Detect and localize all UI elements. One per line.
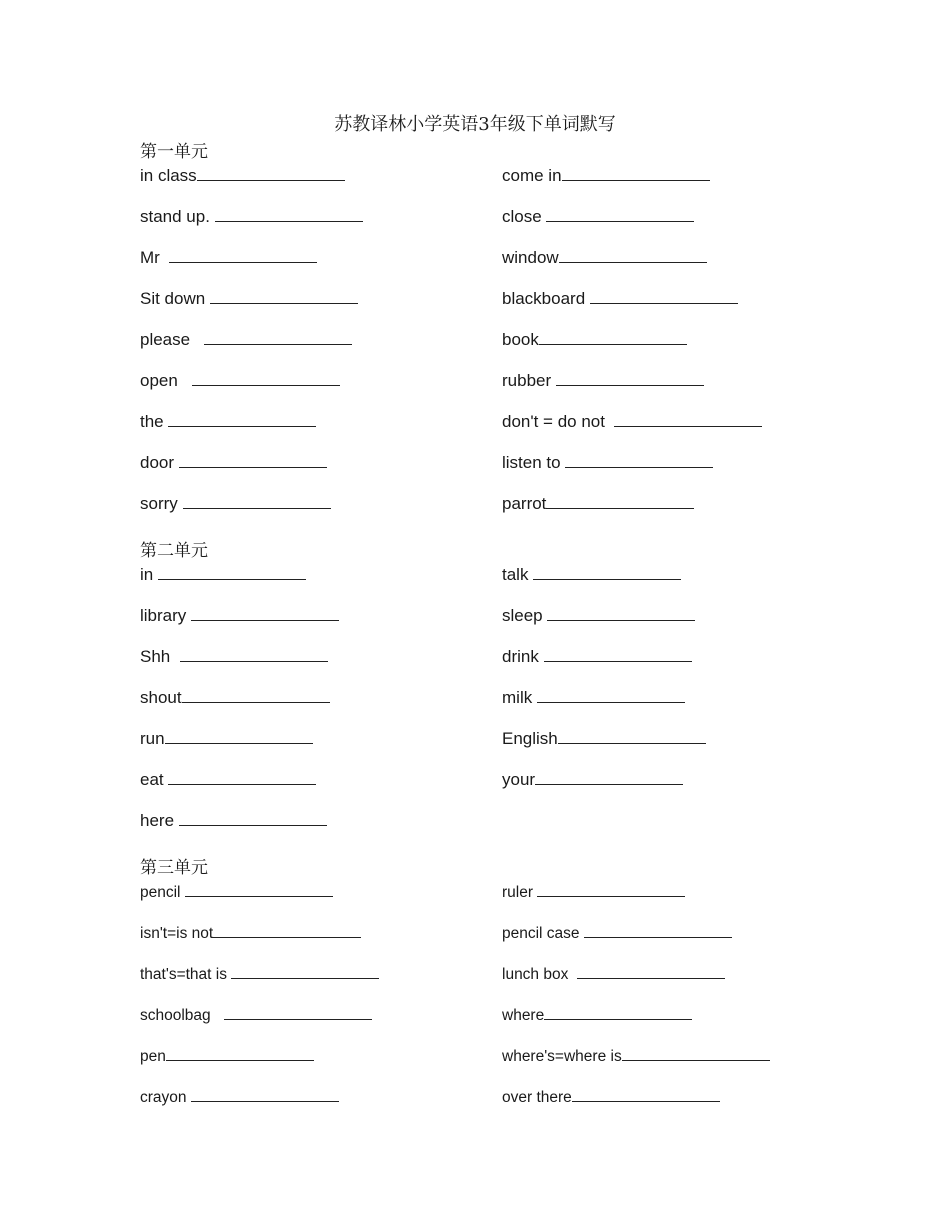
answer-blank[interactable] <box>183 493 331 509</box>
answer-blank[interactable] <box>559 247 707 263</box>
unit-1-left-item-5: open <box>140 370 340 391</box>
answer-blank[interactable] <box>165 728 313 744</box>
answer-blank[interactable] <box>224 1007 372 1020</box>
unit-3-left-item-5: crayon <box>140 1089 339 1107</box>
answer-blank[interactable] <box>179 810 327 826</box>
unit-1-left-item-1: stand up. <box>140 206 363 227</box>
unit-3-left-item-0: pencil <box>140 884 333 902</box>
unit-3-left-item-4: pen <box>140 1048 314 1066</box>
answer-blank[interactable] <box>179 452 327 468</box>
unit-2-right-item-2: drink <box>502 646 692 667</box>
unit-2-right-item-3: milk <box>502 687 685 708</box>
unit-2-left-item-0: in <box>140 564 306 585</box>
unit-1-left-item-0: in class <box>140 165 345 186</box>
page-title: 苏教译林小学英语3年级下单词默写 <box>334 114 616 135</box>
answer-blank[interactable] <box>168 769 316 785</box>
answer-blank[interactable] <box>547 605 695 621</box>
answer-blank[interactable] <box>213 925 361 938</box>
answer-blank[interactable] <box>231 966 379 979</box>
answer-blank[interactable] <box>546 206 694 222</box>
unit-2-heading: 第二单元 <box>140 541 208 561</box>
unit-2-right-item-1: sleep <box>502 605 695 626</box>
answer-blank[interactable] <box>584 925 732 938</box>
unit-1-left-item-3: Sit down <box>140 288 358 309</box>
answer-blank[interactable] <box>158 564 306 580</box>
unit-1-right-item-2: window <box>502 247 707 268</box>
unit-3-left-item-3: schoolbag <box>140 1007 372 1025</box>
unit-1-right-item-1: close <box>502 206 694 227</box>
unit-2-right-item-4: English <box>502 728 706 749</box>
unit-1-left-item-6: the <box>140 411 316 432</box>
answer-blank[interactable] <box>614 411 762 427</box>
unit-2-left-item-4: run <box>140 728 313 749</box>
answer-blank[interactable] <box>191 1089 339 1102</box>
unit-3-right-item-3: where <box>502 1007 692 1025</box>
unit-1-right-item-6: don't = do not <box>502 411 762 432</box>
unit-1-right-item-5: rubber <box>502 370 704 391</box>
unit-1-left-item-2: Mr <box>140 247 317 268</box>
unit-2-left-item-1: library <box>140 605 339 626</box>
unit-3-left-item-1: isn't=is not <box>140 925 361 943</box>
answer-blank[interactable] <box>539 329 687 345</box>
answer-blank[interactable] <box>546 493 694 509</box>
unit-2-left-item-2: Shh <box>140 646 328 667</box>
answer-blank[interactable] <box>197 165 345 181</box>
answer-blank[interactable] <box>210 288 358 304</box>
answer-blank[interactable] <box>544 646 692 662</box>
answer-blank[interactable] <box>204 329 352 345</box>
unit-3-heading: 第三单元 <box>140 858 208 878</box>
answer-blank[interactable] <box>556 370 704 386</box>
unit-2-right-item-5: your <box>502 769 683 790</box>
unit-1-right-item-3: blackboard <box>502 288 738 309</box>
unit-2-left-item-5: eat <box>140 769 316 790</box>
answer-blank[interactable] <box>182 687 330 703</box>
answer-blank[interactable] <box>590 288 738 304</box>
unit-1-right-item-8: parrot <box>502 493 694 514</box>
unit-2-left-item-3: shout <box>140 687 330 708</box>
answer-blank[interactable] <box>185 884 333 897</box>
answer-blank[interactable] <box>544 1007 692 1020</box>
unit-2-left-item-6: here <box>140 810 327 831</box>
answer-blank[interactable] <box>168 411 316 427</box>
unit-3-right-item-1: pencil case <box>502 925 732 943</box>
answer-blank[interactable] <box>192 370 340 386</box>
answer-blank[interactable] <box>562 165 710 181</box>
answer-blank[interactable] <box>558 728 706 744</box>
answer-blank[interactable] <box>166 1048 314 1061</box>
answer-blank[interactable] <box>565 452 713 468</box>
answer-blank[interactable] <box>572 1089 720 1102</box>
unit-1-left-item-4: please <box>140 329 352 350</box>
answer-blank[interactable] <box>169 247 317 263</box>
unit-1-left-item-7: door <box>140 452 327 473</box>
unit-1-right-item-7: listen to <box>502 452 713 473</box>
unit-1-left-item-8: sorry <box>140 493 331 514</box>
unit-3-right-item-4: where's=where is <box>502 1048 770 1066</box>
answer-blank[interactable] <box>180 646 328 662</box>
answer-blank[interactable] <box>191 605 339 621</box>
unit-3-left-item-2: that's=that is <box>140 966 379 984</box>
answer-blank[interactable] <box>533 564 681 580</box>
answer-blank[interactable] <box>537 884 685 897</box>
answer-blank[interactable] <box>535 769 683 785</box>
unit-1-right-item-4: book <box>502 329 687 350</box>
unit-3-right-item-2: lunch box <box>502 966 725 984</box>
unit-2-right-item-0: talk <box>502 564 681 585</box>
answer-blank[interactable] <box>577 966 725 979</box>
unit-1-heading: 第一单元 <box>140 142 208 162</box>
unit-3-right-item-0: ruler <box>502 884 685 902</box>
unit-1-right-item-0: come in <box>502 165 710 186</box>
answer-blank[interactable] <box>622 1048 770 1061</box>
answer-blank[interactable] <box>537 687 685 703</box>
unit-3-right-item-5: over there <box>502 1089 720 1107</box>
answer-blank[interactable] <box>215 206 363 222</box>
